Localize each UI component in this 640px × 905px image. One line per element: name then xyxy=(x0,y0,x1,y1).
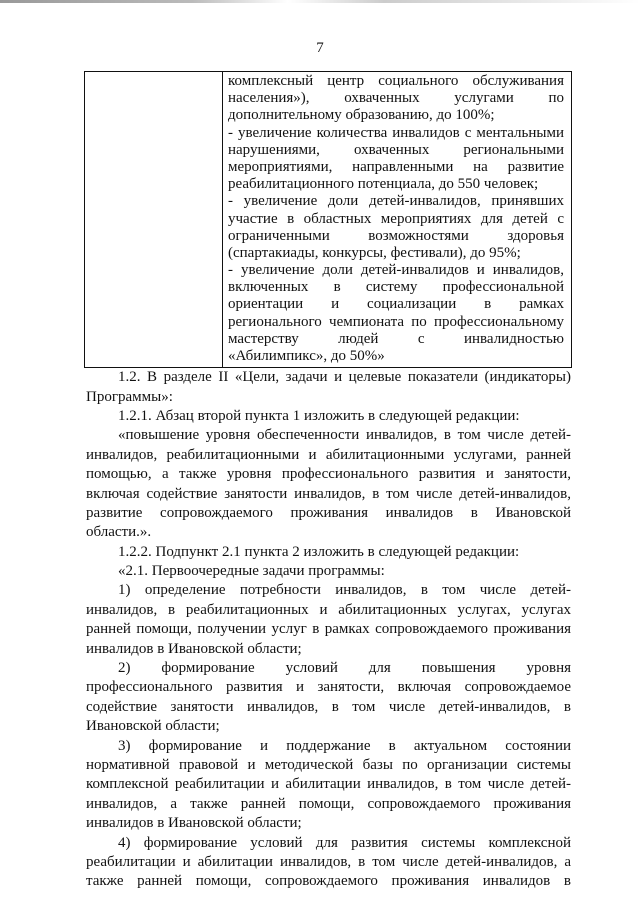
paragraph-line: Ивановской области; xyxy=(86,718,220,735)
table-cell-line: ориентации и социализации в рамках xyxy=(228,296,564,313)
paragraph-line: помощью, а также уровня профессионального развития и занятости, xyxy=(86,466,571,483)
document-body xyxy=(86,368,571,892)
paragraph xyxy=(86,737,571,834)
paragraph xyxy=(86,368,571,407)
table-column-divider xyxy=(222,72,223,367)
paragraph-line: 1) определение потребности инвалидов, в том числе детей- xyxy=(118,582,571,599)
table-cell-line: населения»), охваченных услугами по xyxy=(228,90,564,107)
table-cell-line: мастерству людей с инвалидностью xyxy=(228,330,564,347)
table-cell-line: включенных в систему профессиональной xyxy=(228,279,564,296)
paragraph-line: профессионального развития и занятости, включая сопровождаемое xyxy=(86,679,571,696)
table-cell-line: - увеличение доли детей-инвалидов и инвалидов, xyxy=(228,262,564,279)
paragraph-line: комплексной реабилитации и абилитации инвалидов, в том числе детей- xyxy=(86,776,571,793)
paragraph-line: инвалидов, а также ранней помощи, сопровождаемого проживания xyxy=(86,795,571,812)
paragraph xyxy=(86,543,571,562)
paragraph xyxy=(86,581,571,659)
paragraph-line: инвалидов, в реабилитационных и абилитационных услугах, услугах xyxy=(86,601,571,618)
paragraph-line: области.». xyxy=(86,524,152,541)
paragraph-line: 1.2. В разделе II «Цели, задачи и целевые показатели (индикаторы) xyxy=(118,369,571,386)
paragraph-line: нормативной правовой и методической базы по организации системы xyxy=(86,757,571,773)
document-flow xyxy=(84,71,572,892)
paragraph-line: развитие сопровождаемого проживания инвалидов в Ивановской xyxy=(86,504,571,521)
paragraph-line: 4) формирование условий для развития системы комплексной xyxy=(118,834,571,851)
table-cell-line: ограниченными возможностями здоровья xyxy=(228,227,564,244)
paragraph-line: содействие занятости инвалидов, в том числе детей-инвалидов, в xyxy=(86,698,571,715)
indicators-table xyxy=(84,71,572,368)
paragraph-line: ранней помощи, получении услуг в рамках сопровождаемого проживания xyxy=(86,621,571,638)
paragraph-line: реабилитации и абилитации инвалидов, в том числе детей-инвалидов, а xyxy=(86,853,571,870)
paragraph-line: Программы»: xyxy=(86,388,173,405)
paragraph xyxy=(86,426,571,542)
table-cell-line: мероприятиями, направленными на развитие xyxy=(228,158,564,175)
table-cell-line: регионального чемпионата по профессиональному xyxy=(228,313,564,330)
scan-edge-artifact xyxy=(0,0,640,3)
table-cell-line: участие в областных мероприятиях для детей с xyxy=(228,210,564,227)
paragraph-line: инвалидов, реабилитационными и абилитационными услугами, ранней xyxy=(86,446,571,463)
table-cell-line: комплексный центр социального обслуживания xyxy=(228,73,564,89)
table-cell-indicators xyxy=(228,73,564,365)
paragraph-line: 3) формирование и поддержание в актуальном состоянии xyxy=(118,737,571,754)
table-cell-line: - увеличение количества инвалидов с ментальными xyxy=(228,124,564,141)
paragraph-line: инвалидов в Ивановской области; xyxy=(86,640,302,657)
paragraph xyxy=(86,407,571,426)
paragraph-line: 1.2.2. Подпункт 2.1 пункта 2 изложить в следующей редакции: xyxy=(118,543,520,560)
paragraph-line: 2) формирование условий для повышения уровня xyxy=(118,660,571,677)
table-cell-line: нарушениями, охваченных региональными xyxy=(228,141,564,158)
paragraph xyxy=(86,562,571,581)
table-cell-line: дополнительному образованию, до 100%; xyxy=(228,107,495,124)
paragraph xyxy=(86,659,571,737)
paragraph xyxy=(86,834,571,892)
paragraph-line: инвалидов в Ивановской области; xyxy=(86,815,302,832)
paragraph-line: «2.1. Первоочередные задачи программы: xyxy=(118,563,385,580)
table-cell-line: реабилитационного потенциала, до 550 человек; xyxy=(228,176,539,193)
paragraph-line: «повышение уровня обеспеченности инвалидов, в том числе детей- xyxy=(118,427,571,444)
paragraph-line: включая содействие занятости инвалидов, в том числе детей-инвалидов, xyxy=(86,485,571,502)
paragraph-line: также ранней помощи, сопровождаемого проживания инвалидов в xyxy=(86,873,571,890)
paragraph-line: 1.2.1. Абзац второй пункта 1 изложить в следующей редакции: xyxy=(118,407,520,424)
table-cell-line: (спартакиады, конкурсы, фестивали), до 95%; xyxy=(228,244,521,261)
table-cell-line: - увеличение доли детей-инвалидов, принявших xyxy=(228,193,564,210)
page-number: 7 xyxy=(316,40,324,56)
table-cell-line: «Абилимпикс», до 50%» xyxy=(228,348,385,364)
